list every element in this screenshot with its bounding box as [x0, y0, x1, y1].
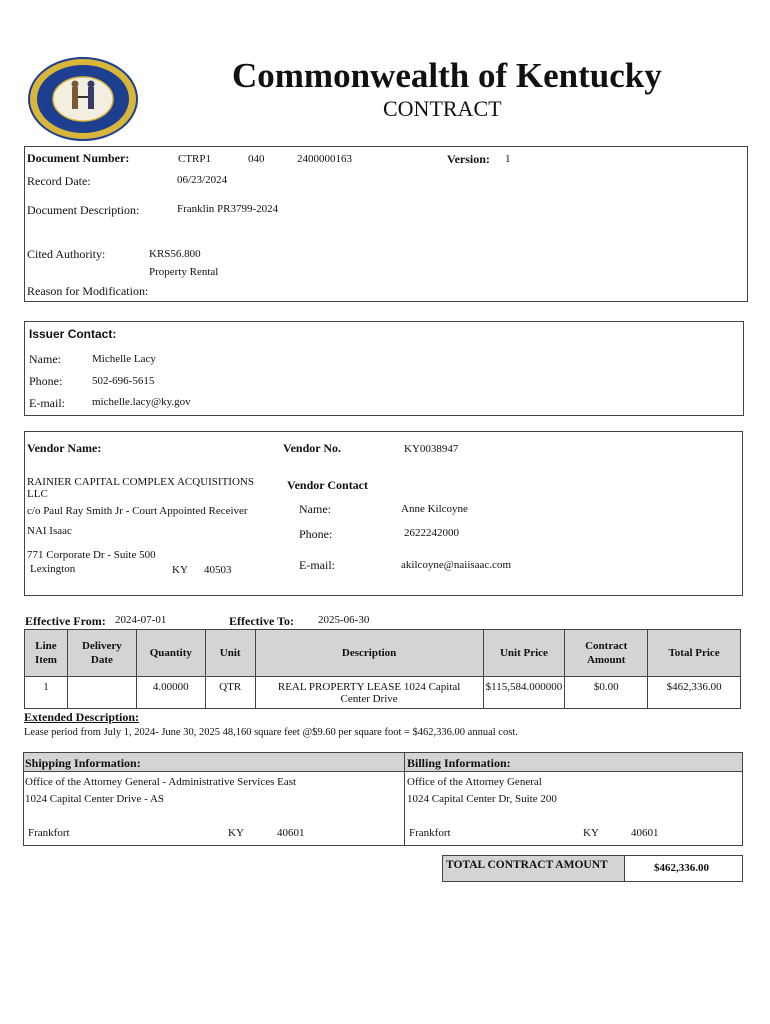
version-value: 1	[505, 153, 511, 165]
cell-description-line2: Center Drive	[340, 693, 398, 705]
reason-for-modification-label: Reason for Modification:	[27, 284, 149, 298]
col-header-contract-amount: Contract Amount	[565, 630, 648, 677]
vendor-org: NAI Isaac	[27, 525, 72, 537]
shipping-state: KY	[228, 827, 244, 839]
cell-unit-price	[483, 677, 565, 709]
page-subtitle: CONTRACT	[383, 96, 502, 121]
vendor-no-value: KY0038947	[404, 443, 459, 455]
col-header-delivery-date: Delivery Date	[67, 630, 136, 677]
vendor-no-label: Vendor No.	[283, 441, 342, 455]
vendor-state: KY	[172, 564, 188, 576]
effective-from-value: 2024-07-01	[115, 614, 167, 626]
page-title: Commonwealth of Kentucky	[232, 56, 662, 95]
billing-heading: Billing Information:	[407, 756, 511, 770]
issuer-email-label: E-mail:	[29, 396, 65, 410]
extended-description-text: Lease period from July 1, 2024- June 30, 2025 48,160 square feet @$9.60 per square foot = $462,336.00 annual cost.	[24, 727, 518, 738]
effective-to-label: Effective To:	[229, 614, 294, 628]
shipping-city: Frankfort	[28, 827, 70, 839]
record-date-value: 06/23/2024	[177, 174, 228, 186]
shipping-billing-divider	[404, 753, 405, 845]
cited-authority-value: KRS56.800	[149, 248, 201, 260]
issuer-phone-value: 502-696-5615	[92, 375, 155, 387]
version-label: Version:	[447, 152, 490, 166]
cell-line: 1	[25, 677, 68, 709]
cell-description-line1: REAL PROPERTY LEASE 1024 Capital	[277, 681, 461, 693]
document-number-label: Document Number:	[27, 151, 130, 165]
vendor-address: 771 Corporate Dr - Suite 500	[27, 549, 156, 561]
vendor-zip: 40503	[204, 564, 232, 576]
shipping-heading: Shipping Information:	[25, 756, 141, 770]
vendor-name-label: Vendor Name:	[27, 441, 102, 455]
vendor-contact-name-label: Name:	[299, 502, 331, 516]
vendor-contact-email-label: E-mail:	[299, 558, 335, 572]
document-description-label: Document Description:	[27, 203, 140, 217]
effective-to-value: 2025-06-30	[318, 614, 370, 626]
vendor-contact-phone-value: 2622242000	[404, 527, 459, 539]
issuer-name-label: Name:	[29, 352, 61, 366]
cell-unit: QTR	[205, 677, 255, 709]
billing-line1: Office of the Attorney General	[407, 776, 542, 788]
issuer-contact-heading: Issuer Contact:	[29, 327, 117, 341]
vendor-name-line2: LLC	[27, 488, 48, 500]
billing-state: KY	[583, 827, 599, 839]
col-header-unit-price: Unit Price	[483, 630, 565, 677]
shipping-zip: 40601	[277, 827, 305, 839]
document-description-value: Franklin PR3799-2024	[177, 203, 279, 215]
total-contract-value: $462,336.00	[654, 862, 709, 874]
cell-delivery	[67, 677, 136, 709]
issuer-phone-label: Phone:	[29, 374, 63, 388]
total-contract-label: TOTAL CONTRACT AMOUNT	[446, 859, 608, 871]
cell-description	[255, 677, 483, 709]
vendor-contact-heading: Vendor Contact	[287, 478, 369, 492]
vendor-contact-name-value: Anne Kilcoyne	[401, 503, 468, 515]
vendor-contact-phone-label: Phone:	[299, 527, 333, 541]
vendor-contact-email-value[interactable]: akilcoyne@naiisaac.com	[401, 559, 511, 571]
extended-description-heading: Extended Description:	[24, 710, 139, 724]
document-info-box	[24, 146, 748, 302]
cell-unit-price-value: $115,584.000000	[485, 681, 563, 693]
line-items-table	[24, 629, 741, 709]
cited-authority-sub: Property Rental	[149, 266, 219, 278]
billing-zip: 40601	[631, 827, 659, 839]
shipping-billing-header-line	[24, 771, 742, 772]
billing-city: Frankfort	[409, 827, 451, 839]
table-row	[25, 677, 741, 709]
issuer-email-value[interactable]: michelle.lacy@ky.gov	[92, 396, 191, 408]
cell-contract-amount: $0.00	[565, 677, 648, 709]
col-header-total-price: Total Price	[648, 630, 741, 677]
vendor-name-line1: RAINIER CAPITAL COMPLEX ACQUISITIONS	[27, 476, 254, 488]
billing-line2: 1024 Capital Center Dr, Suite 200	[407, 793, 557, 805]
shipping-line2: 1024 Capital Center Drive - AS	[25, 793, 165, 805]
shipping-line1: Office of the Attorney General - Administrative Services East	[25, 776, 297, 788]
cited-authority-label: Cited Authority:	[27, 247, 106, 261]
document-code: CTRP1	[178, 153, 212, 165]
vendor-city: Lexington	[30, 563, 76, 575]
col-header-description: Description	[255, 630, 483, 677]
col-header-unit: Unit	[205, 630, 255, 677]
issuer-name-value: Michelle Lacy	[92, 353, 156, 365]
cell-quantity: 4.00000	[136, 677, 205, 709]
vendor-care-of: c/o Paul Ray Smith Jr - Court Appointed Receiver	[27, 505, 248, 517]
col-header-quantity: Quantity	[136, 630, 205, 677]
record-date-label: Record Date:	[27, 174, 91, 188]
col-header-line-item: Line Item	[25, 630, 68, 677]
document-dept: 040	[248, 153, 265, 165]
document-number: 2400000163	[297, 153, 352, 165]
total-divider	[624, 856, 625, 881]
kentucky-seal-icon	[28, 57, 138, 141]
line-items-header-row	[25, 630, 741, 677]
cell-total-price: $462,336.00	[648, 677, 741, 709]
effective-from-label: Effective From:	[25, 614, 106, 628]
